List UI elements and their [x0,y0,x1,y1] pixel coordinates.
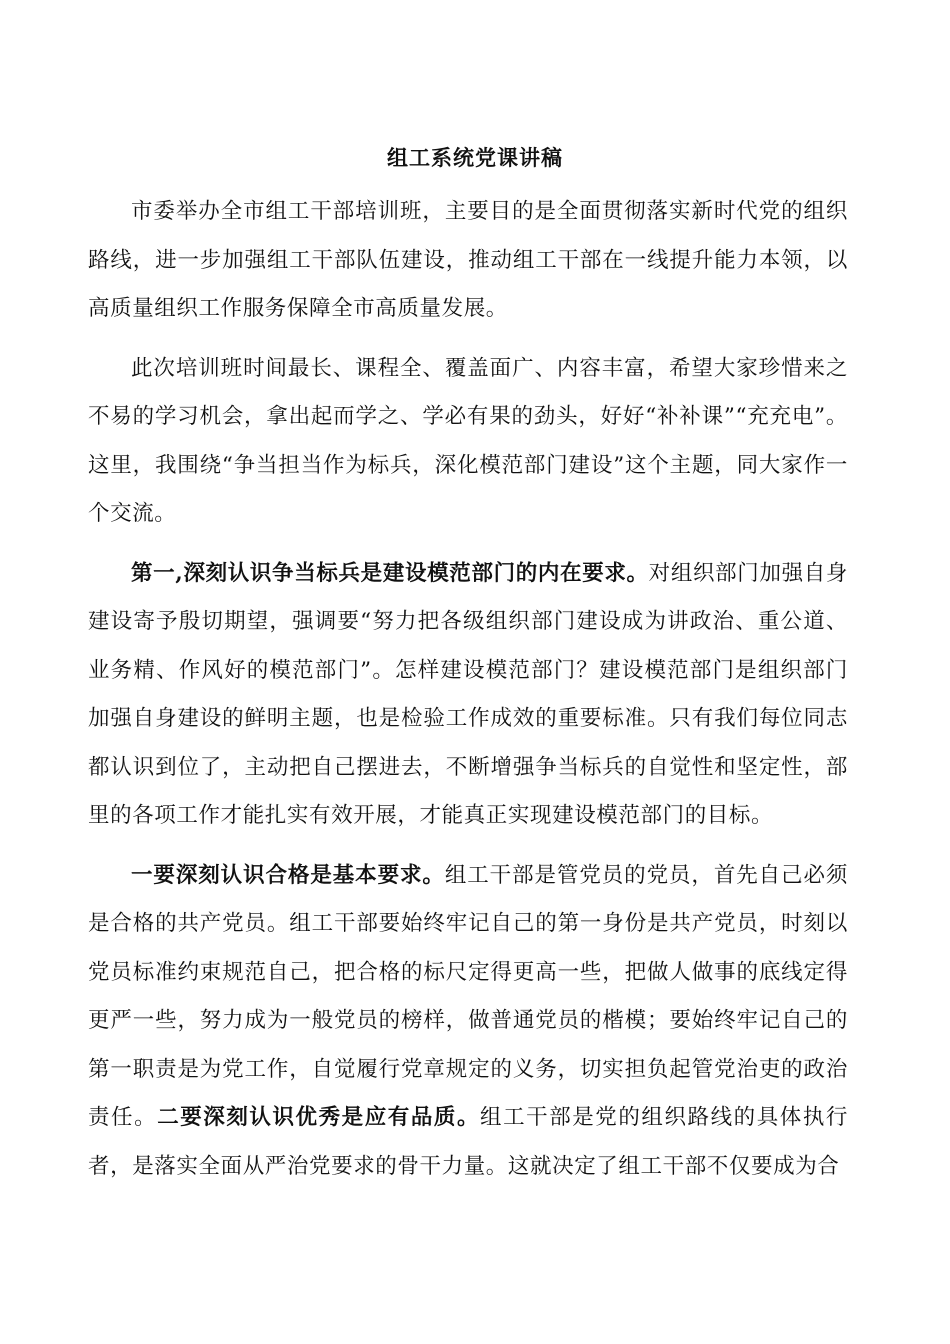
page-title: 组工系统党课讲稿 [387,145,563,170]
paragraph-3-text: 对组织部门加强自身建设寄予殷切期望，强调要“努力把各级组织部门建设成为讲政治、重公道、业务精、作风好的模范部门”。怎样建设模范部门？建设模范部门是组织部门加强自身建设的鲜明主题，也是检验工作成效的重要标准。只有我们每位同志都认识到位了，主动把自己摆进去，不断增强争当标兵的自觉性和坚定性，部里的各项工作才能扎实有效开展，才能真正实现建设模范部门的目标。 [88,560,848,828]
paragraph-4-heading: 一要深刻认识合格是基本要求。 [131,862,445,888]
paragraph-1-text: 市委举办全市组工干部培训班，主要目的是全面贯彻落实新时代党的组织路线，进一步加强组工干部队伍建设，推动组工干部在一线提升能力本领，以高质量组织工作服务保障全市高质量发展。 [88,199,848,321]
document-body [88,188,848,1202]
paragraph-2-text: 此次培训班时间最长、课程全、覆盖面广、内容丰富，希望大家珍惜来之不易的学习机会，拿出起而学之、学必有果的劲头，好好“补补课”“充充电”。这里，我围绕“争当担当作为标兵，深化模范部门建设”这个主题，同大家作一个交流。 [88,355,848,526]
paragraph-1 [88,188,848,334]
paragraph-4-text-continued: 组工干部是党的组织路线的具体执行者，是落实全面从严治党要求的骨干力量。这就决定了组工干部不仅要成为合 [88,1105,848,1179]
paragraph-3 [88,550,848,841]
paragraph-4-subheading: 二要深刻认识优秀是应有品质。 [157,1105,481,1130]
paragraph-4-text: 组工干部是管党员的党员，首先自己必须是合格的共产党员。组工干部要始终牢记自己的第一身份是共产党员，时刻以党员标准约束规范自己，把合格的标尺定得更高一些，把做人做事的底线定得更严一些，努力成为一般党员的榜样，做普通党员的楷模；要始终牢记自己的第一职责是为党工作，自觉履行党章规定的义务，切实担负起管党治吏的政治责任。 [88,862,848,1130]
paragraph-4 [88,852,848,1192]
paragraph-3-heading: 第一,深刻认识争当标兵是建设模范部门的内在要求。 [131,560,649,586]
paragraph-2 [88,345,848,539]
